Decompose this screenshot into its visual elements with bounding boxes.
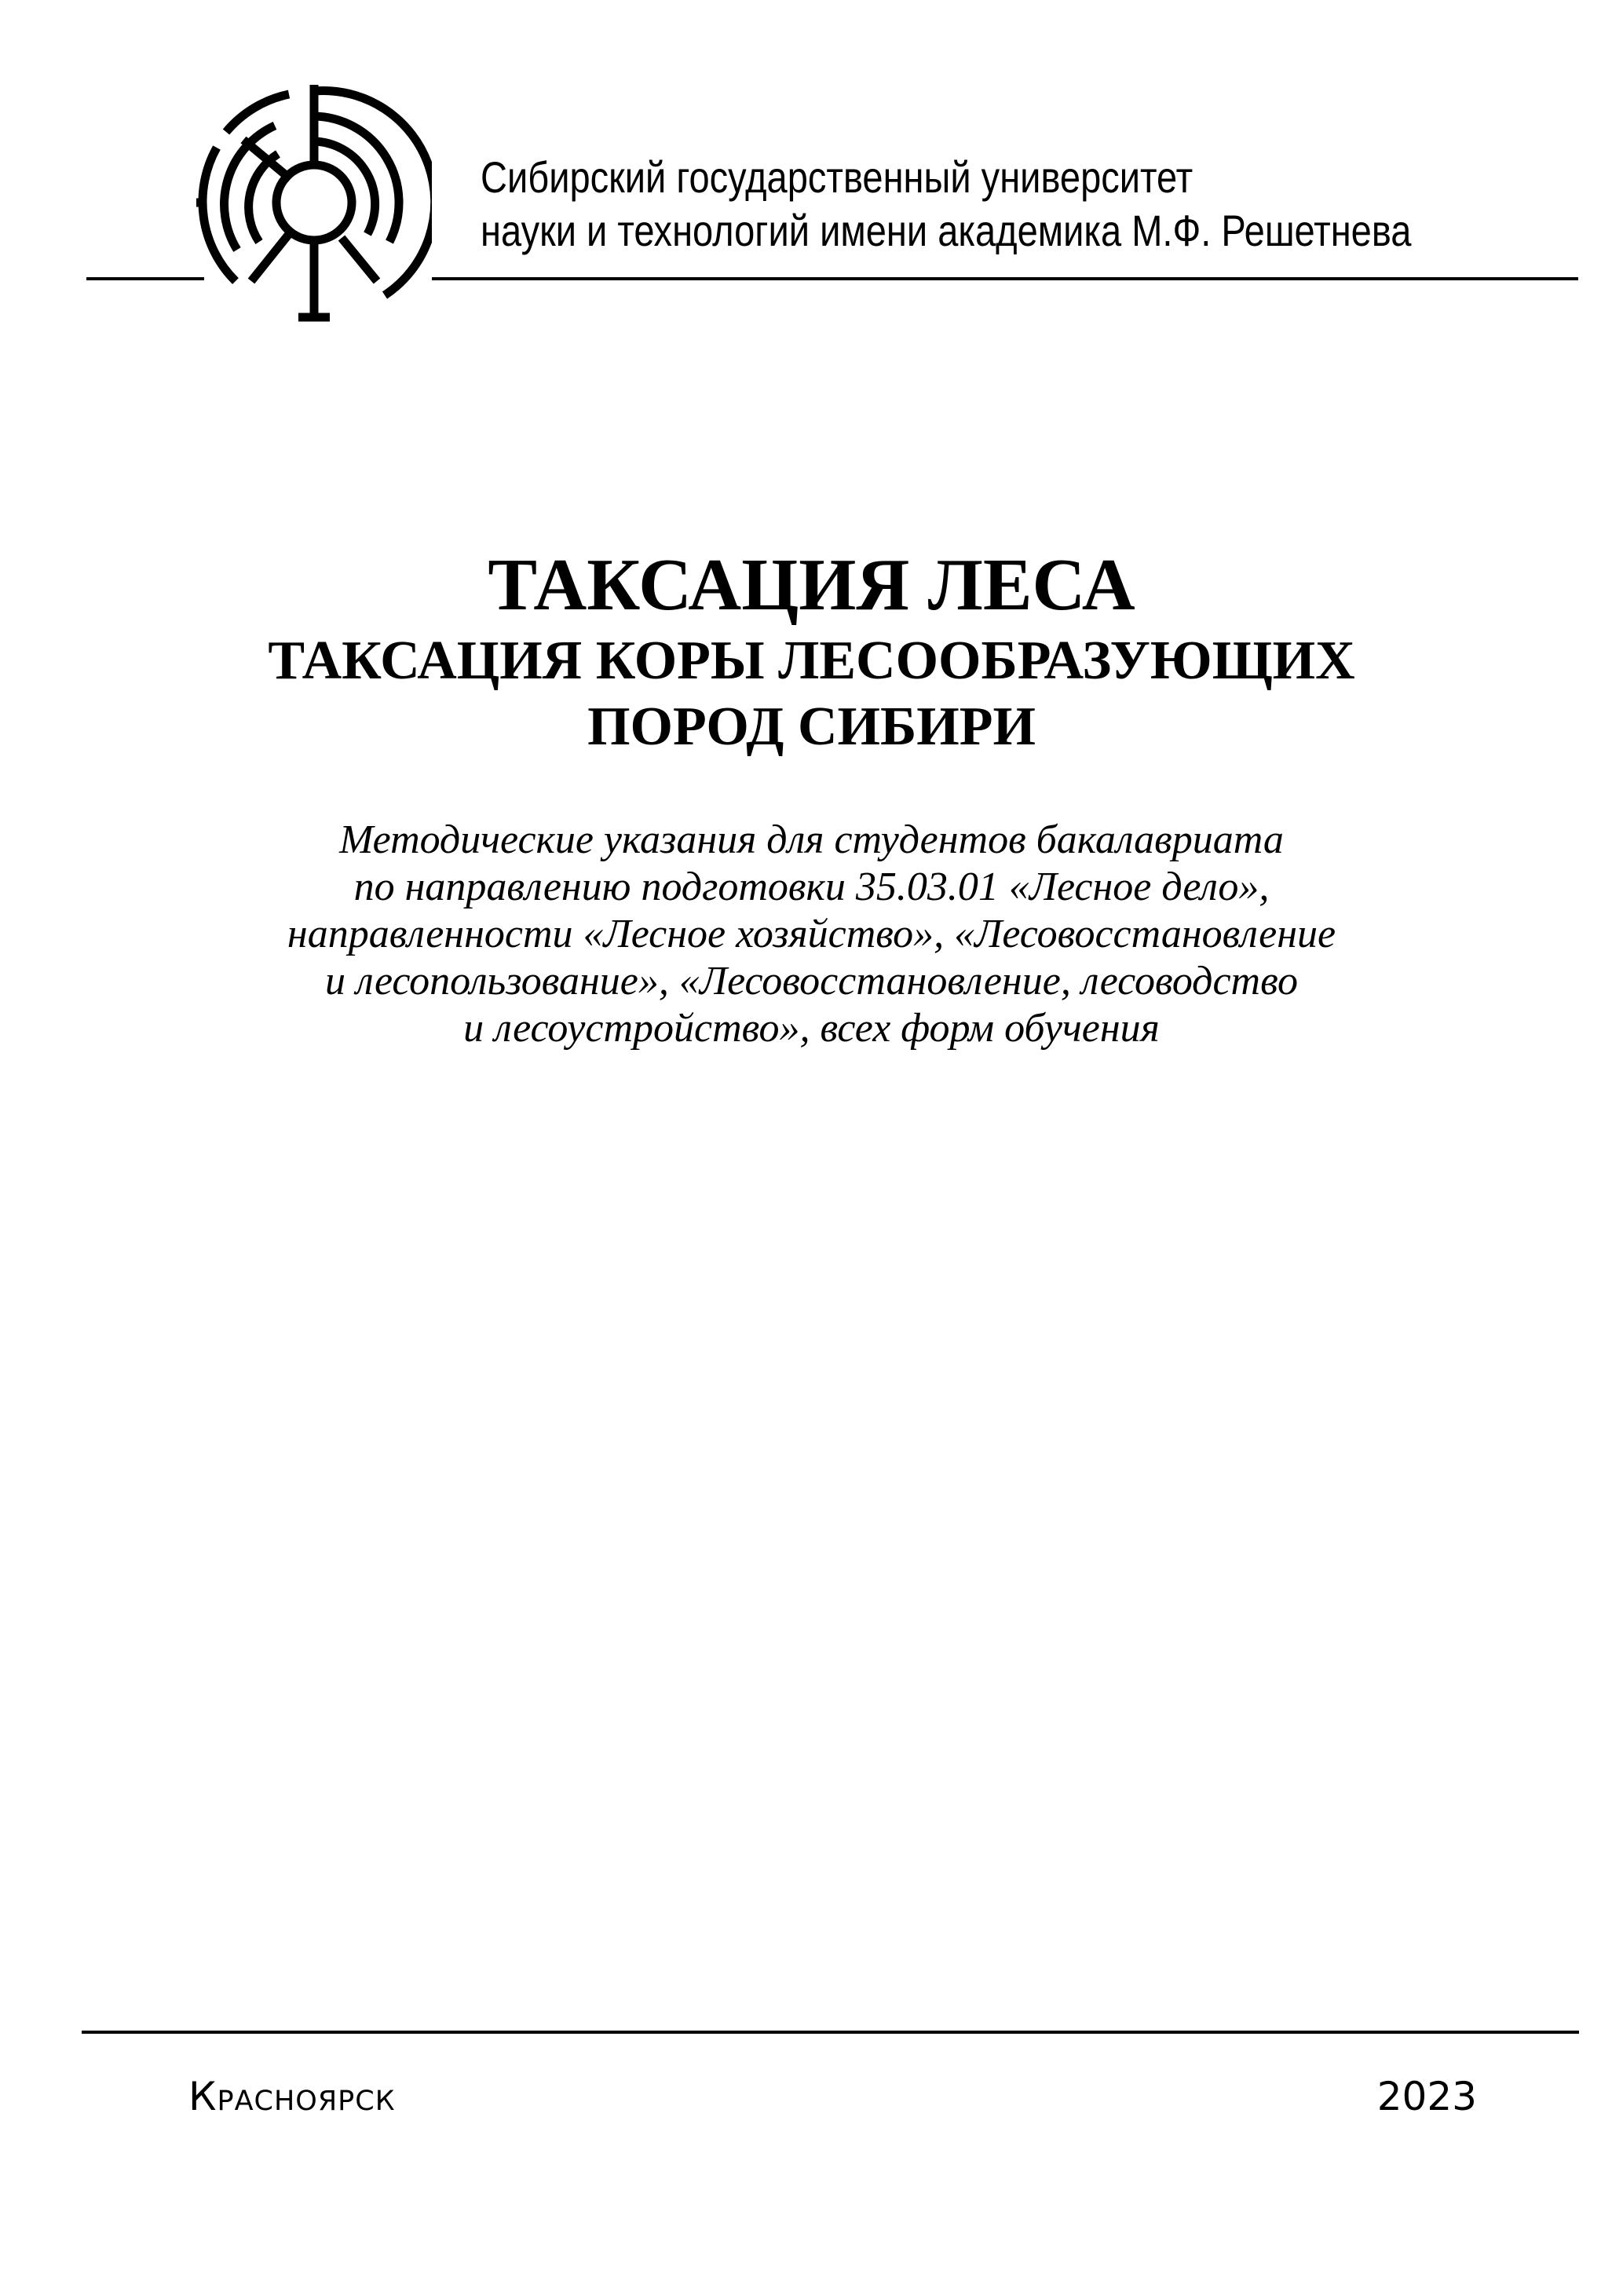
document-title: ТАКСАЦИЯ ЛЕСА: [488, 544, 1135, 626]
description-line: и лесоустройство», всех форм обучения: [463, 1006, 1160, 1051]
document-subtitle-line1: ТАКСАЦИЯ КОРЫ ЛЕСООБРАЗУЮЩИХ: [268, 631, 1355, 691]
description-line: по направлению подготовки 35.03.01 «Лесное дело»,: [353, 865, 1270, 909]
description-line: и лесопользование», «Лесовосстановление, лесоводство: [325, 959, 1298, 1004]
university-name-line1: Сибирский государственный университет: [481, 152, 1193, 202]
document-subtitle-line2: ПОРОД СИБИРИ: [587, 696, 1036, 757]
publication-year: 2023: [1376, 2074, 1477, 2119]
footer-rule: [82, 2031, 1579, 2034]
university-emblem-icon: [196, 85, 432, 328]
university-name-line2: науки и технологий имени академика М.Ф. Решетнева: [481, 206, 1412, 255]
document-description: [0, 817, 1623, 1052]
publication-city: Красноярск: [188, 2074, 396, 2119]
header-rule-left: [86, 277, 204, 280]
description-line: Методические указания для студентов бакалавриата: [339, 817, 1284, 862]
header-rule-right: [432, 277, 1578, 280]
description-line: направленности «Лесное хозяйство», «Лесовосстановление: [287, 912, 1336, 956]
document-subtitle: [0, 628, 1623, 760]
university-name: [481, 151, 1412, 258]
